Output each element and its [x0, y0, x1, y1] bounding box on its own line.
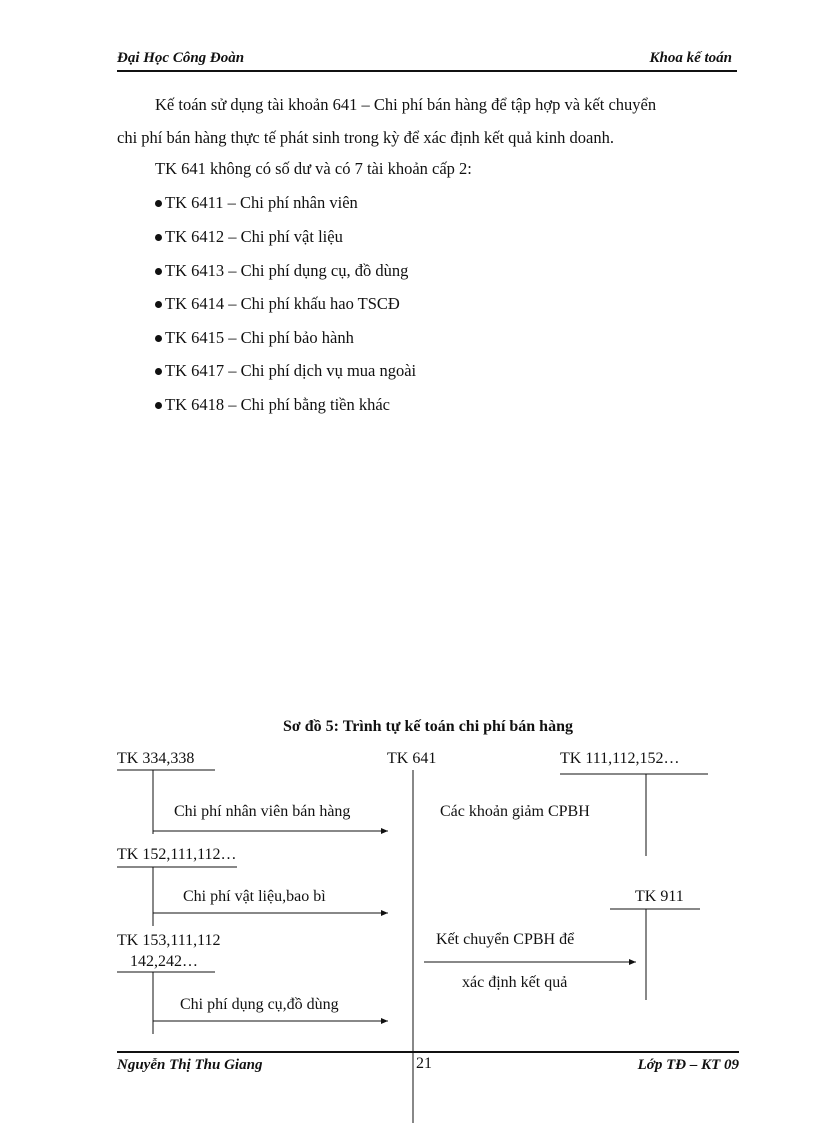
- account-tk153-line2: 142,242…: [130, 953, 198, 970]
- footer-author: Nguyễn Thị Thu Giang: [117, 1057, 263, 1073]
- header-left: Đại Học Công Đoàn: [117, 50, 245, 66]
- account-tk641: TK 641: [387, 750, 437, 767]
- label-chi-phi-dung-cu: Chi phí dụng cụ,đồ dùng: [180, 996, 339, 1013]
- account-tk153: TK 153,111,112: [117, 932, 221, 949]
- footer-class: Lớp TĐ – KT 09: [637, 1057, 739, 1073]
- page-number: 21: [416, 1055, 432, 1072]
- bullet-text: TK 6415 – Chi phí bảo hành: [165, 328, 354, 347]
- account-tk152: TK 152,111,112…: [117, 846, 237, 863]
- paragraph-2: chi phí bán hàng thực tế phát sinh trong kỳ để xác định kết quả kinh doanh.: [117, 128, 614, 147]
- account-tk111: TK 111,112,152…: [560, 750, 680, 767]
- account-tk334: TK 334,338: [117, 750, 195, 767]
- label-xac-dinh: xác định kết quả: [462, 974, 568, 991]
- bullet-text: TK 6417 – Chi phí dịch vụ mua ngoài: [165, 361, 417, 380]
- header-right: Khoa kế toán: [649, 50, 732, 66]
- bullet-text: TK 6414 – Chi phí khấu hao TSCĐ: [165, 294, 400, 313]
- label-ket-chuyen: Kết chuyển CPBH để: [436, 931, 575, 948]
- label-chi-phi-nhan-vien: Chi phí nhân viên bán hàng: [174, 803, 351, 820]
- bullet-text: TK 6411 – Chi phí nhân viên: [165, 193, 358, 212]
- label-cac-khoan-giam: Các khoản giảm CPBH: [440, 803, 590, 820]
- bullet-text: TK 6413 – Chi phí dụng cụ, đồ dùng: [165, 261, 409, 280]
- diagram-title: Sơ đồ 5: Trình tự kế toán chi phí bán hàng: [283, 718, 573, 735]
- account-tk911: TK 911: [635, 888, 684, 905]
- paragraph-1: Kế toán sử dụng tài khoản 641 – Chi phí bán hàng để tập hợp và kết chuyển: [155, 95, 657, 114]
- label-chi-phi-vat-lieu: Chi phí vật liệu,bao bì: [183, 888, 326, 905]
- footer-rule: [117, 1051, 739, 1053]
- bullet-text: TK 6412 – Chi phí vật liệu: [165, 227, 343, 246]
- bullet-text: TK 6418 – Chi phí bằng tiền khác: [165, 395, 391, 414]
- paragraph-3: TK 641 không có số dư và có 7 tài khoản cấp 2:: [155, 159, 472, 178]
